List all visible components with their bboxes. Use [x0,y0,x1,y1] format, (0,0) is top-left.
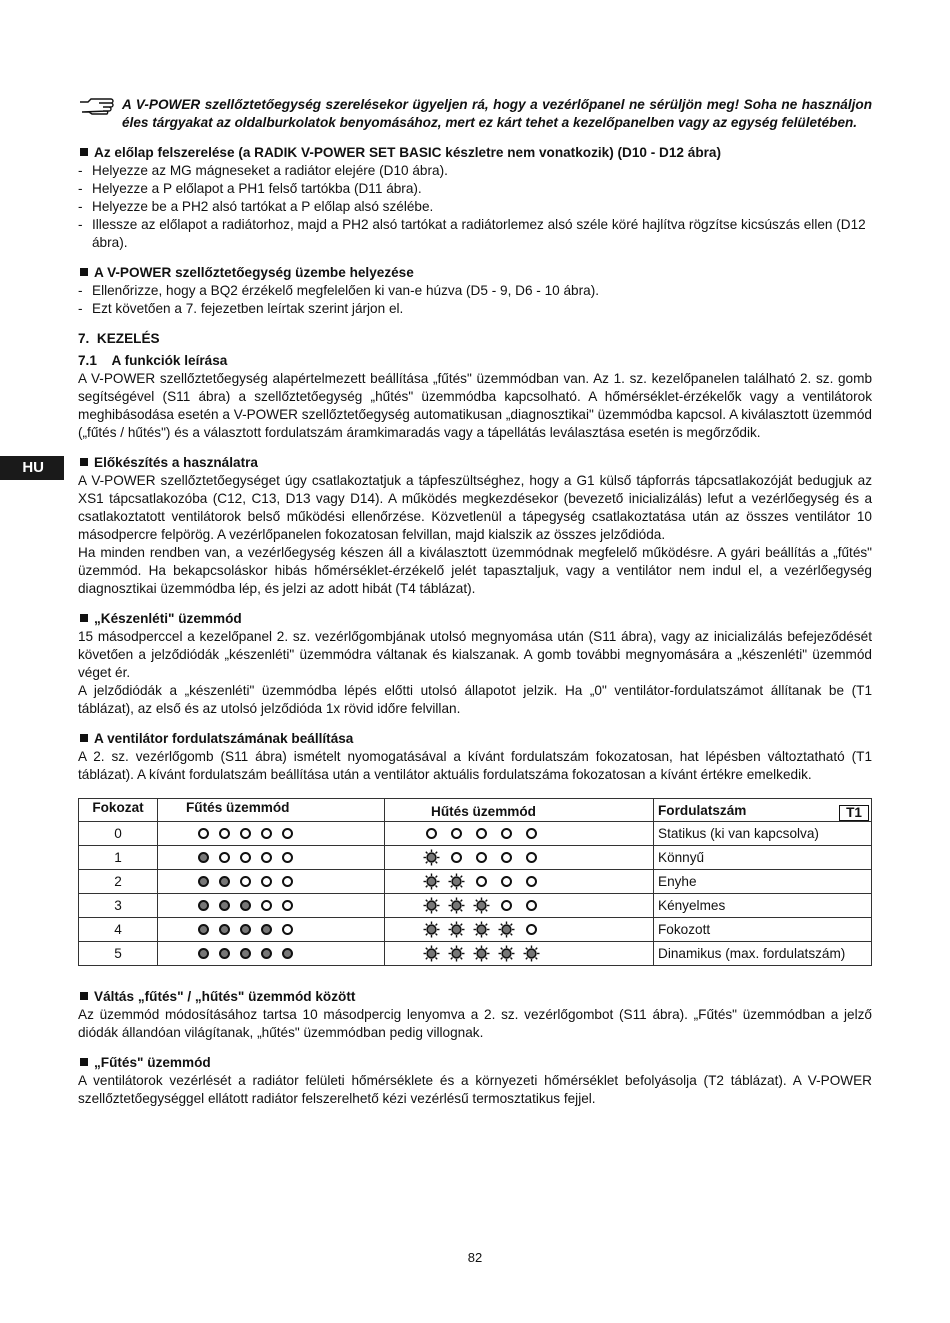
list-item: - Ellenőrizze, hogy a BQ2 érzékelő megfelelően ki van-e húzva (D5 - 9, D6 - 10 ábra). [78,282,872,300]
warning-note [78,96,872,132]
blinking-led-icon [448,921,465,938]
section-heading: „Készenléti" üzemmód [78,610,872,628]
cooling-cell [385,918,654,942]
led-indicator-icon [261,852,272,863]
led-indicator-icon [198,828,209,839]
level-cell: 2 [79,870,158,894]
paragraph: 15 másodperccel a kezelőpanel 2. sz. vezérlőgombjának utolsó megnyomása után (S11 ábra), vagy az inicializálás befejeződését követően a jelződiódák „készenléti" üzemmódra váltanak és kialszanak. A gomb további megnyomására a „készenléti" üzemmód véget ér. [78,629,872,680]
table-header-row [79,799,872,822]
bullet-square-icon [80,734,88,742]
table-tag: T1 [839,805,869,821]
heating-cell [158,870,385,894]
heating-leds [158,924,384,935]
heating-leds [158,828,384,839]
paragraph: A 2. sz. vezérlőgomb (S11 ábra) ismételt nyomogatásával a kívánt fordulatszám fokozatosan, hat lépésben változtatható (T1 táblázat). A kívánt fordulatszám beállítása után a ventilátor aktuális fordulatszáma fokozatosan a kívánt értékre emelkedik. [78,749,872,782]
bullet-square-icon [80,992,88,1000]
cooling-cell [385,846,654,870]
table-row [79,894,872,918]
led-indicator-icon [261,924,272,935]
cooling-leds [385,828,653,839]
table-row [79,870,872,894]
table-row [79,822,872,846]
led-indicator-icon [240,900,251,911]
paragraph: A V-POWER szellőztetőegység alapértelmezett beállítása „fűtés" üzemmódban van. Az 1. sz. kezelőpanelen található 2. sz. gomb segítségével (S11 ábra) a szellőztetőegység „hűtés" üzemmódba kapcsolható. A hőmérséklet-érzékelők vagy a ventilátorok meghibásodása esetén a V-POWER szellőztetőegység automatikusan „diagnosztikai" üzemmódba kapcsol. A kiválasztott üzemmód („fűtés / hűtés") és a választott fordulatszám áramkimaradás vagy a tápellátás leválasztása esetén is megőrződik. [78,371,872,440]
speed-cell: Fokozott [654,918,872,942]
led-indicator-icon [198,948,209,959]
led-indicator-icon [198,900,209,911]
led-indicator-icon [523,900,540,911]
warning-text: A V-POWER szellőztetőegység szerelésekor ügyeljen rá, hogy a vezérlőpanel ne sérüljön meg! Soha ne használjon éles tárgyakat az oldalburkolatok benyomásához, mert ez kárt tehet a kezelőpanelben vagy az egység felületében. [122,97,872,130]
subsection-title: 7.1 A funkciók leírása [78,353,228,368]
col-speed: Fordulatszám T1 [654,799,872,822]
heating-cell [158,942,385,966]
chapter-title: 7. KEZELÉS [78,331,160,346]
pointing-hand-icon [78,97,114,115]
heating-leds [158,900,384,911]
section-heading: A V-POWER szellőztetőegység üzembe helyezése [78,264,872,282]
led-indicator-icon [448,852,465,863]
blinking-led-icon [423,945,440,962]
blinking-led-icon [498,921,515,938]
page-content [78,96,872,1108]
section-heading: „Fűtés" üzemmód [78,1054,872,1072]
led-indicator-icon [198,852,209,863]
led-indicator-icon [261,876,272,887]
level-cell: 4 [79,918,158,942]
led-indicator-icon [219,828,230,839]
bullet-square-icon [80,148,88,156]
level-cell: 1 [79,846,158,870]
cooling-leds [385,873,653,890]
blinking-led-icon [448,945,465,962]
led-indicator-icon [240,852,251,863]
blinking-led-icon [448,897,465,914]
paragraph: A V-POWER szellőztetőegységet úgy csatlakoztatjuk a tápfeszültséghez, hogy a G1 külső tápforrás tápcsatlakozóját bedugjuk az XS1 tápcsatlakozóba (C12, C13, D13 vagy D14). A működés megkezdésekor (bevezető inicializálás) lefut a vezérlőegység és a csatlakoztatott ventilátorok belső működési ellenőrzése. Közvetlenül a tápegység csatlakoztatása után az összes ventilátor 10 másodpercre felpörög. A vezérlőpanelen fokozatosan felvillan, majd kialszik az összes jelződióda. [78,473,872,542]
blinking-led-icon [498,945,515,962]
page-number: 82 [467,1250,483,1265]
cooling-cell [385,822,654,846]
blinking-led-icon [473,897,490,914]
led-indicator-icon [198,876,209,887]
led-indicator-icon [240,948,251,959]
led-indicator-icon [473,876,490,887]
col-heating: Fűtés üzemmód [158,799,385,822]
led-indicator-icon [498,852,515,863]
led-indicator-icon [240,828,251,839]
speed-cell: Könnyű [654,846,872,870]
speed-cell: Enyhe [654,870,872,894]
col-level: Fokozat [79,799,158,822]
table-row [79,918,872,942]
led-indicator-icon [498,828,515,839]
led-indicator-icon [240,876,251,887]
led-indicator-icon [219,876,230,887]
list-item: - Ezt követően a 7. fejezetben leírtak szerint járjon el. [78,300,872,318]
led-indicator-icon [423,828,440,839]
table-row [79,942,872,966]
list-item: - Helyezze a P előlapot a PH1 felső tartókba (D11 ábra). [78,180,872,198]
blinking-led-icon [423,849,440,866]
cooling-leds [385,945,653,962]
list-item: - Helyezze az MG mágneseket a radiátor elejére (D10 ábra). [78,162,872,180]
led-indicator-icon [198,924,209,935]
blinking-led-icon [473,945,490,962]
led-indicator-icon [219,924,230,935]
section-heading: A ventilátor fordulatszámának beállítása [78,730,872,748]
led-indicator-icon [523,852,540,863]
led-indicator-icon [261,828,272,839]
led-indicator-icon [219,900,230,911]
led-indicator-icon [473,852,490,863]
cooling-cell [385,870,654,894]
section-heading: Váltás „fűtés" / „hűtés" üzemmód között [78,988,872,1006]
bullet-square-icon [80,614,88,622]
led-indicator-icon [282,900,293,911]
led-indicator-icon [523,924,540,935]
led-indicator-icon [261,900,272,911]
heating-cell [158,894,385,918]
led-indicator-icon [282,876,293,887]
speed-cell: Dinamikus (max. fordulatszám) [654,942,872,966]
list-item: - Helyezze be a PH2 alsó tartókat a P előlap alsó szélébe. [78,198,872,216]
led-indicator-icon [282,852,293,863]
led-indicator-icon [498,900,515,911]
cooling-leds [385,897,653,914]
blinking-led-icon [423,897,440,914]
blinking-led-icon [523,945,540,962]
speed-cell: Kényelmes [654,894,872,918]
level-cell: 0 [79,822,158,846]
heating-cell [158,846,385,870]
paragraph: A jelződiódák a „készenléti" üzemmódba lépés előtti utolsó állapotot jelzik. Ha „0" ventilátor-fordulatszámot állítanak be (T1 táblázat), az első és az utolsó jelződióda 1x rövid időre felvillan. [78,683,872,716]
blinking-led-icon [423,873,440,890]
led-indicator-icon [282,924,293,935]
led-indicator-icon [523,828,540,839]
cooling-leds [385,921,653,938]
paragraph: Az üzemmód módosításához tartsa 10 másodpercig lenyomva a 2. sz. vezérlőgombot (S11 ábra). „Fűtés" üzemmódban a jelző diódák állandóan világítanak, „hűtés" üzemmódban pedig villognak. [78,1007,872,1040]
led-indicator-icon [282,948,293,959]
section-heading: Az előlap felszerelése (a RADIK V-POWER SET BASIC készletre nem vonatkozik) (D10 - D12 ábra) [78,144,872,162]
blinking-led-icon [448,873,465,890]
heating-leds [158,948,384,959]
blinking-led-icon [473,921,490,938]
bullet-square-icon [80,1058,88,1066]
paragraph: A ventilátorok vezérlését a radiátor felületi hőmérséklete és a környezeti hőmérséklet befolyásolja (T2 táblázat). A V-POWER szellőztetőegységgel ellátott radiátor felszerelhető kézi vezérlésű termosztatikus fejjel. [78,1073,872,1106]
led-indicator-icon [448,828,465,839]
paragraph: Ha minden rendben van, a vezérlőegység készen áll a kiválasztott üzemmódnak megfelelő működésre. A gyári beállítás a „fűtés" üzemmód. Ha bekapcsoláskor hibás hőmérséklet-érzékelő jelét tapasztaljuk, vagy a ventilátor nem indul el, a vezérlőegység diagnosztikai üzemmódba lép, és jelzi az adott hibát (T4 táblázat). [78,545,872,596]
led-indicator-icon [219,948,230,959]
cooling-leds [385,849,653,866]
led-indicator-icon [473,828,490,839]
language-tab-label: HU [22,459,44,476]
col-cooling: Hűtés üzemmód [385,799,654,822]
language-tab [0,456,64,480]
led-indicator-icon [219,852,230,863]
level-cell: 5 [79,942,158,966]
heating-cell [158,918,385,942]
led-indicator-icon [282,828,293,839]
table-row [79,846,872,870]
speed-cell: Statikus (ki van kapcsolva) [654,822,872,846]
led-indicator-icon [261,948,272,959]
level-cell: 3 [79,894,158,918]
heating-leds [158,876,384,887]
blinking-led-icon [423,921,440,938]
cooling-cell [385,942,654,966]
bullet-square-icon [80,458,88,466]
heating-cell [158,822,385,846]
led-indicator-icon [240,924,251,935]
list-item: - Illessze az előlapot a radiátorhoz, majd a PH2 alsó tartókat a radiátorlemez alsó széle köré hajlítva rögzítse kicsúszás ellen (D12 ábra). [78,216,872,252]
heating-leds [158,852,384,863]
led-indicator-icon [498,876,515,887]
speed-table [78,798,872,966]
cooling-cell [385,894,654,918]
section-heading: Előkészítés a használatra [78,454,872,472]
led-indicator-icon [523,876,540,887]
bullet-square-icon [80,268,88,276]
